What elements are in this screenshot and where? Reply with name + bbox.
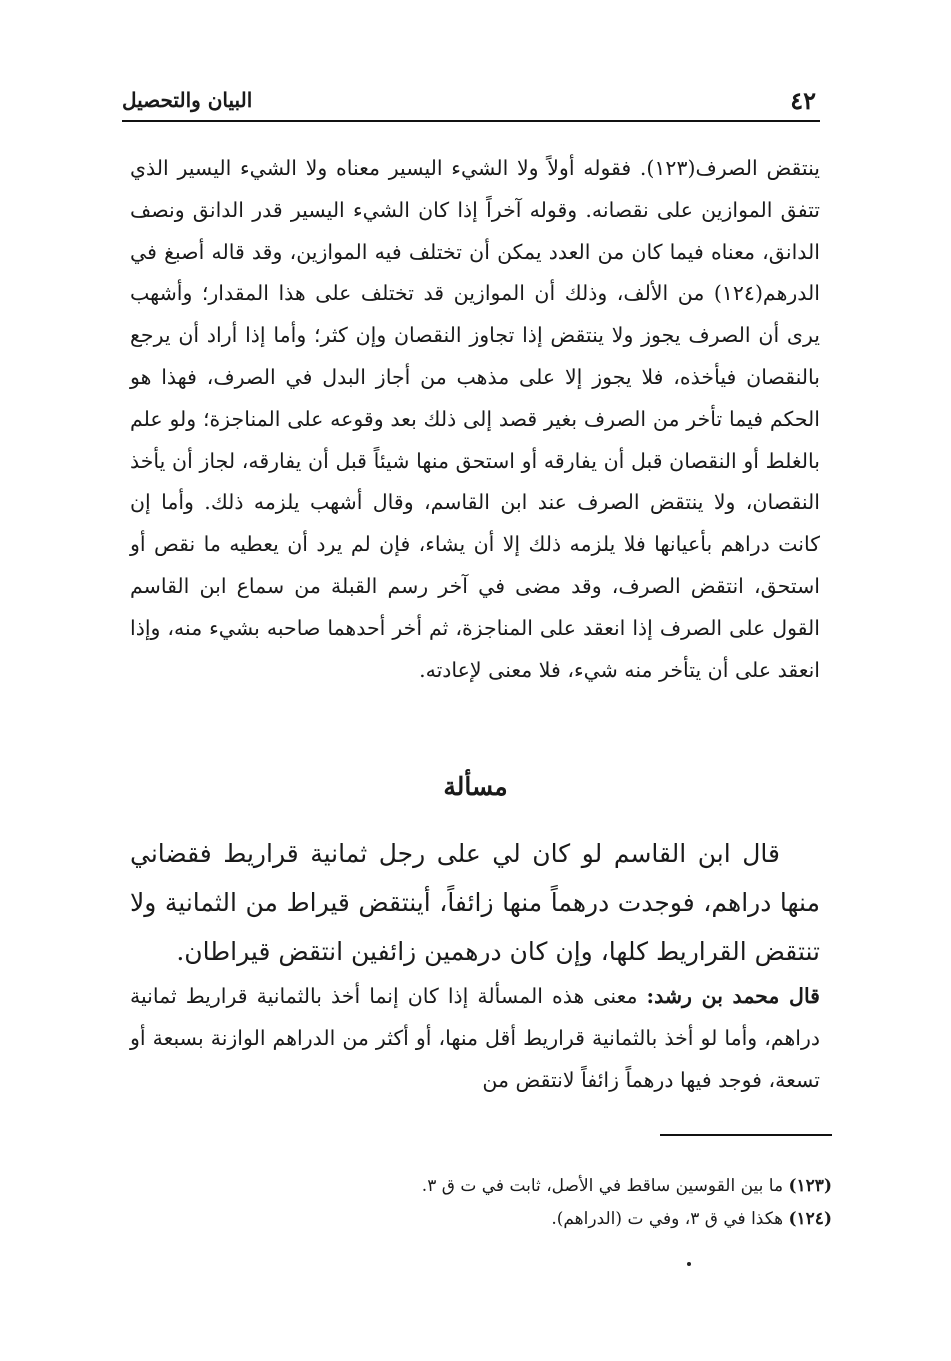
commentary-paragraph <box>130 975 820 1101</box>
commentary-speaker: قال محمد بن رشد: <box>646 984 820 1008</box>
footnote-divider <box>660 1134 832 1136</box>
main-text <box>130 148 820 691</box>
footnote-number: (١٢٣) <box>788 1176 832 1196</box>
commentary-text: معنى هذه المسألة إذا كان إنما أخذ بالثمانية قراريط ثمانية دراهم، وأما لو أخذ بالثمانية قراريط أقل منها، أو أكثر من الدراهم الوازنة بسبعة أو تسعة، فوجد فيها درهماً زائفاً لانتقض من <box>130 984 820 1092</box>
question-paragraph: قال ابن القاسم لو كان لي على رجل ثمانية قراريط فقضاني منها دراهم، فوجدت درهماً منها زائفاً، أينتقض قيراط من الثمانية ولا تنتقض القراريط كلها، وإن كان درهمين زائفين انتقض قيراطان. <box>130 839 820 966</box>
page-number: ٤٢ <box>790 86 816 115</box>
footnote-number: (١٢٤) <box>788 1209 832 1229</box>
question-text <box>130 829 820 976</box>
book-title: البيان والتحصيل <box>122 88 253 112</box>
footnote-text: هكذا في ق ٣، وفي ت (الدراهم). <box>551 1209 784 1229</box>
footnote <box>300 1203 832 1236</box>
scan-speck <box>687 1262 691 1266</box>
main-paragraph: ينتقض الصرف(١٢٣). فقوله أولاً ولا الشيء اليسير معناه ولا الشيء اليسير الذي تتفق الموازين على نقصانه. وقوله آخراً إذا كان الشيء اليسير قدر الدانق ونصف الدانق، معناه فيما كان من العدد يمكن أن تختلف فيه الموازين، وقد قاله أصبغ في الدرهم(١٢٤) من الألف، وذلك أن الموازين قد تختلف على هذا المقدار؛ وأشهب يرى أن الصرف يجوز ولا ينتقض إذا تجاوز النقصان وإن كثر؛ وأما إذا أراد أن يرجع بالنقصان فيأخذه، فلا يجوز إلا على مذهب من أجاز البدل في الصرف، فهذا هو الحكم فيما تأخر من الصرف بغير قصد إلى ذلك بعد وقوعه على المناجزة؛ ولو علم بالغلط أو النقصان قبل أن يفارقه أو استحق منها شيئاً قبل أن يفارقه، لجاز أن يأخذ النقصان، ولا ينتقض الصرف عند ابن القاسم، وقال أشهب يلزمه ذلك. وأما إن كانت دراهم بأعيانها فلا يلزمه ذلك إلا أن يشاء، فإن لم يرد أن يعطيه ما نقص أو استحق، انتقض الصرف، وقد مضى في آخر رسم القبلة من سماع ابن القاسم القول على الصرف إذا انعقد على المناجزة، ثم أخر أحدهما صاحبه بشيء منه، وإذا انعقد على أن يتأخر منه شيء، فلا معنى لإعادته. <box>130 156 821 682</box>
running-header <box>122 84 820 122</box>
section-heading: مسألة <box>443 772 508 801</box>
footnote <box>300 1170 832 1203</box>
commentary <box>130 975 820 1101</box>
footnotes <box>300 1170 832 1236</box>
footnote-text: ما بين القوسين ساقط في الأصل، ثابت في ت ق ٣. <box>421 1176 784 1196</box>
